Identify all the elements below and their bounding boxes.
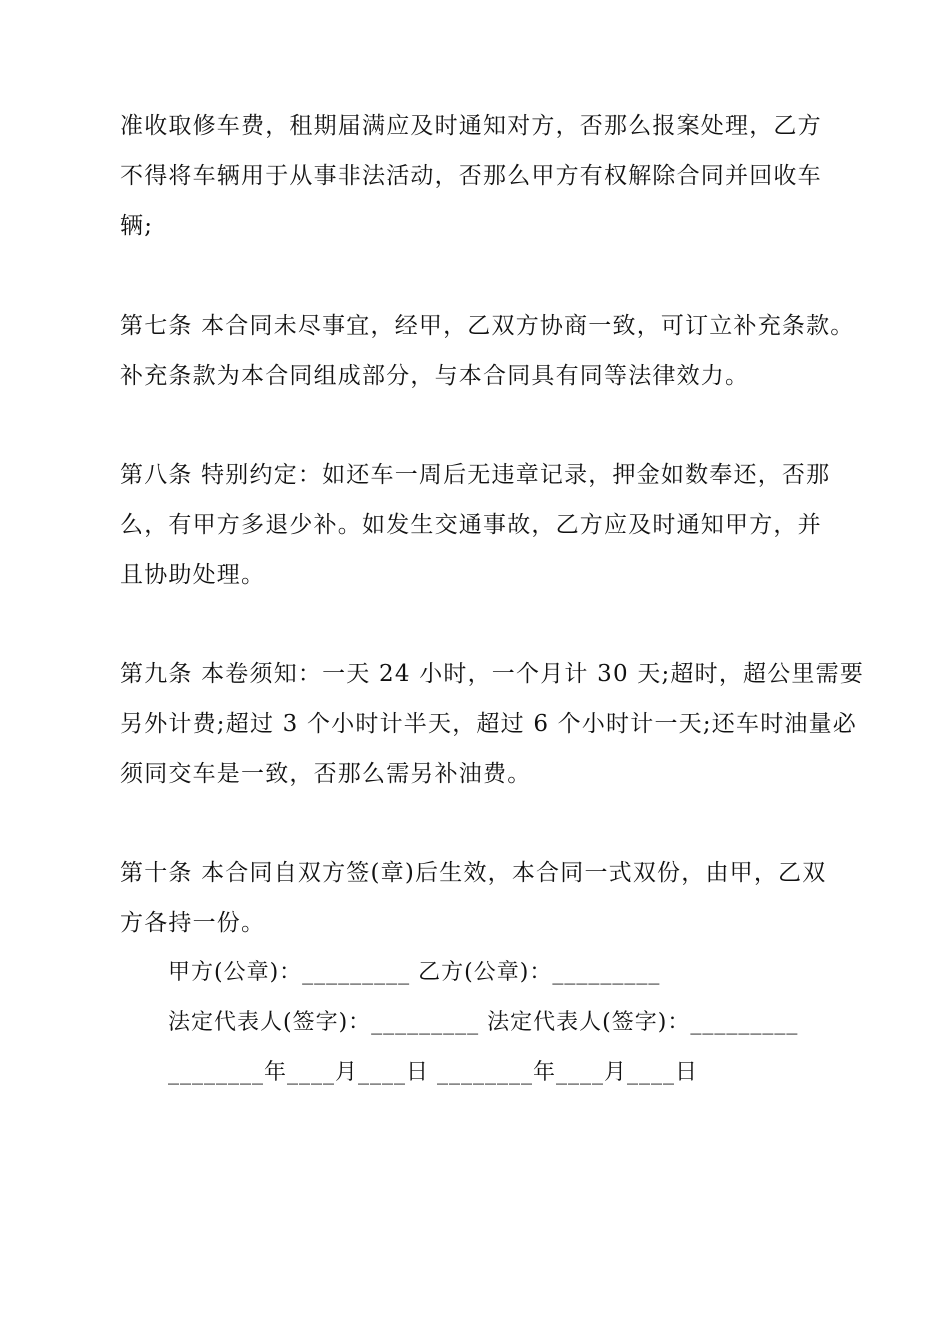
signature-representative-line: 法定代表人(签字)：_________ 法定代表人(签字)：_________ — [168, 1010, 799, 1035]
article-8-line-3: 且协助处理。 — [120, 562, 266, 588]
paragraph-1-line-3: 辆; — [120, 213, 154, 239]
paragraph-1-line-2: 不得将车辆用于从事非法活动，否那么甲方有权解除合同并回收车 — [120, 163, 822, 189]
signature-date-line: ________年____月____日 ________年____月____日 — [168, 1060, 698, 1085]
article-7-line-2: 补充条款为本合同组成部分，与本合同具有同等法律效力。 — [120, 363, 750, 389]
article-9-line-3: 须同交车是一致，否那么需另补油费。 — [120, 761, 532, 787]
article-10-line-2: 方各持一份。 — [120, 910, 266, 936]
signature-seal-line: 甲方(公章)：_________ 乙方(公章)：_________ — [168, 960, 661, 985]
article-8-line-1: 第八条 特别约定：如还车一周后无违章记录，押金如数奉还，否那 — [120, 462, 831, 488]
paragraph-1-line-1: 准收取修车费，租期届满应及时通知对方，否那么报案处理，乙方 — [120, 113, 822, 139]
article-8-line-2: 么，有甲方多退少补。如发生交通事故，乙方应及时通知甲方，并 — [120, 512, 822, 538]
article-10-line-1: 第十条 本合同自双方签(章)后生效，本合同一式双份，由甲，乙双 — [120, 860, 827, 886]
article-7-line-1: 第七条 本合同未尽事宜，经甲，乙双方协商一致，可订立补充条款。 — [120, 313, 855, 339]
article-9-line-2: 另外计费;超过 3 个小时计半天，超过 6 个小时计一天;还车时油量必 — [120, 711, 858, 737]
article-9-line-1: 第九条 本卷须知：一天 24 小时，一个月计 30 天;超时，超公里需要 — [120, 661, 865, 687]
